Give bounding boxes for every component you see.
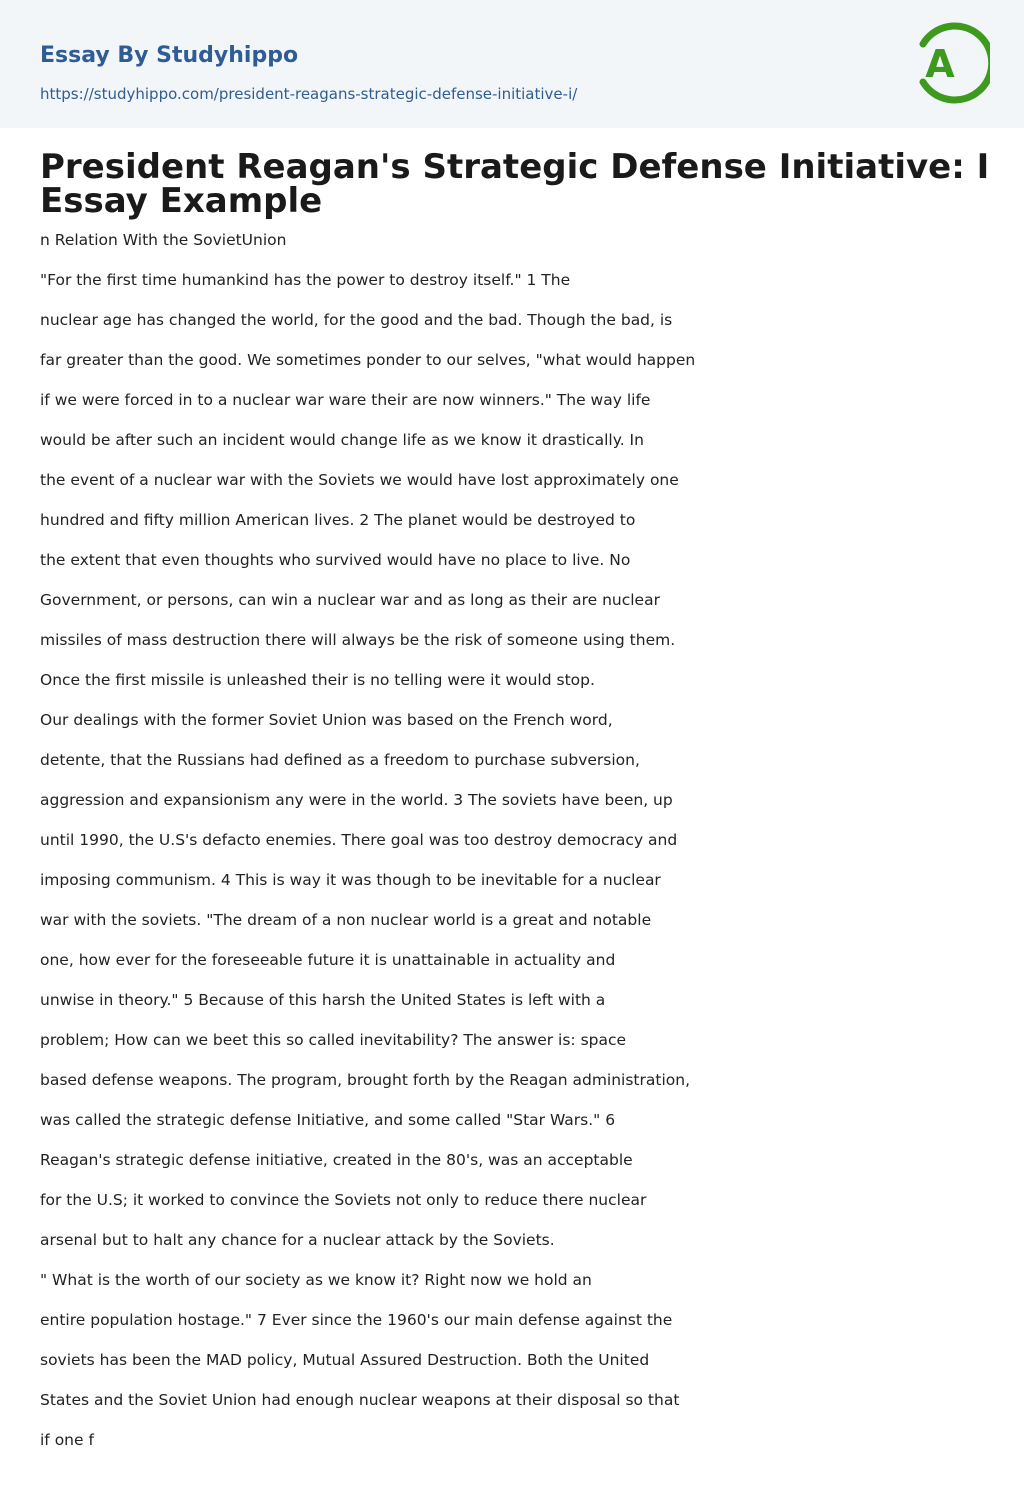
essay-line: detente, that the Russians had defined as a freedom to purchase subversion, [40,751,640,769]
essay-line: the extent that even thoughts who survived would have no place to live. No [40,551,631,569]
studyhippo-logo-icon[interactable] [910,18,990,108]
essay-line: would be after such an incident would change life as we know it drastically. In [40,431,644,449]
source-url-link[interactable]: https://studyhippo.com/president-reagans-strategic-defense-initiative-i/ [40,85,578,103]
essay-line: was called the strategic defense Initiative, and some called "Star Wars." 6 [40,1111,616,1129]
essay-line: for the U.S; it worked to convince the Soviets not only to reduce there nuclear [40,1191,647,1209]
essay-line: based defense weapons. The program, brought forth by the Reagan administration, [40,1071,691,1089]
essay-line: if we were forced in to a nuclear war ware their are now winners." The way life [40,391,651,409]
essay-line: war with the soviets. "The dream of a non nuclear world is a great and notable [40,911,652,929]
essay-line: entire population hostage." 7 Ever since the 1960's our main defense against the [40,1311,673,1329]
essay-line: one, how ever for the foreseeable future it is unattainable in actuality and [40,951,616,969]
essay-line: Once the first missile is unleashed their is no telling were it would stop. [40,671,595,689]
essay-line: until 1990, the U.S's defacto enemies. There goal was too destroy democracy and [40,831,678,849]
essay-line: n Relation With the SovietUnion [40,231,287,249]
essay-line: Government, or persons, can win a nuclear war and as long as their are nuclear [40,591,660,609]
essay-line: the event of a nuclear war with the Soviets we would have lost approximately one [40,471,679,489]
essay-line: unwise in theory." 5 Because of this harsh the United States is left with a [40,991,606,1009]
site-header [0,0,1024,128]
essay-body [40,230,760,1450]
essay-line: if one f [40,1431,94,1449]
essay-line: " What is the worth of our society as we know it? Right now we hold an [40,1271,592,1289]
essay-line: arsenal but to halt any chance for a nuclear attack by the Soviets. [40,1231,555,1249]
essay-line: far greater than the good. We sometimes ponder to our selves, "what would happen [40,351,696,369]
essay-line: imposing communism. 4 This is way it was though to be inevitable for a nuclear [40,871,661,889]
essay-line: "For the first time humankind has the power to destroy itself." 1 The [40,271,571,289]
essay-line: Reagan's strategic defense initiative, created in the 80's, was an acceptable [40,1151,633,1169]
essay-line: soviets has been the MAD policy, Mutual Assured Destruction. Both the United [40,1351,650,1369]
essay-line: aggression and expansionism any were in the world. 3 The soviets have been, up [40,791,673,809]
essay-line: Our dealings with the former Soviet Union was based on the French word, [40,711,613,729]
essay-line: States and the Soviet Union had enough nuclear weapons at their disposal so that [40,1391,680,1409]
essay-line: hundred and fifty million American lives. 2 The planet would be destroyed to [40,511,636,529]
brand-title[interactable]: Essay By Studyhippo [40,43,299,68]
essay-line: problem; How can we beet this so called inevitability? The answer is: space [40,1031,627,1049]
logo-letter: A [925,42,955,86]
page-title: President Reagan's Strategic Defense Initiative: I Essay Example [40,147,990,221]
essay-line: missiles of mass destruction there will always be the risk of someone using them. [40,631,676,649]
essay-line: nuclear age has changed the world, for the good and the bad. Though the bad, is [40,311,673,329]
